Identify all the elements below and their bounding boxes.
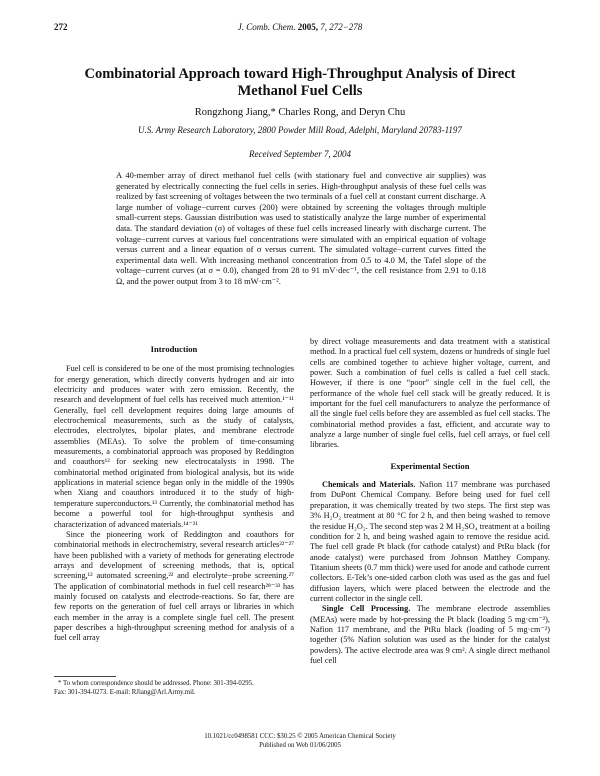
footnote-line-1: * To whom correspondence should be addressed. Phone: 301-394-0295.: [58, 680, 254, 687]
author-list: Rongzhong Jiang,* Charles Rong, and Deryn Chu: [194, 107, 406, 118]
intro-paragraph-2: Since the pioneering work of Reddington and coauthors for combinatorial methods in electrochemistry, several research articles²²⁻²⁷ have been published with a variety of methods for generating electrode arrays and development of screening methods, that is, optical screening,¹² automated screening,²² and electrolyte−probe screening.²⁷ The application of combinatorial methods in fuel cell research²⁸⁻³³ has mainly focused on catalysts and electrode-reactions. So far, there are few reports on the generation of fuel cell arrays or libraries in which each member in the array is a complete single fuel cell. The present paper describes a high-throughput screening method for analysis of a fuel cell array: [54, 529, 294, 643]
affiliation: U.S. Army Research Laboratory, 2800 Powder Mill Road, Adelphi, Maryland 20783-1197: [138, 125, 462, 135]
chemicals-run-in-heading: Chemicals and Materials.: [322, 480, 416, 490]
doi-line: 10.1021/cc0498581 CCC: $30.25 © 2005 American Chemical Society: [204, 733, 396, 740]
intro-paragraph-1: Fuel cell is considered to be one of the most promising technologies for energy generation, which directly converts hydrogen and air into electricity and produces water with zero emission. Recently, the research and development of fuel cells has received much attention.¹⁻¹¹ Generally, fuel cell development requires doing large amounts of electrochemical measurements, such as the study of catalysts, electrodes, electrolytes, bipolar plates, and membrane electrode assemblies (MEAs). To solve the problem of time-consuming measurements, a combinatorial approach was proposed by Reddington and coauthors¹² for seeking new electrocatalysts in 1998. The combinatorial method originated from biological analysis, but its wide applications in material science began only in the middle of the 1990s when Xiang and coauthors introduced it to the study of high-temperature superconductors.¹³ Currently, the combinatorial method has become a powerful tool for high-throughput synthesis and characterization of advanced materials.¹⁴⁻²¹: [54, 364, 294, 529]
single-cell-paragraph: [310, 604, 550, 666]
introduction-heading: Introduction: [150, 344, 198, 354]
footnote-line-2: Fax: 301-394-0273. E-mail: RJiang@Arl.Army.mil.: [54, 688, 196, 696]
running-header: [0, 22, 600, 32]
experimental-heading: Experimental Section: [390, 460, 470, 471]
journal-volume-pages: 7, 272−278: [320, 22, 363, 32]
footnote-divider: [54, 676, 116, 677]
published-date: Published on Web 01/06/2005: [259, 742, 341, 749]
chemicals-paragraph: [310, 480, 550, 604]
received-date: Received September 7, 2004: [249, 149, 351, 159]
journal-name: J. Comb. Chem.: [237, 22, 296, 32]
intro-paragraph-3: by direct voltage measurements and data treatment with a statistical method. In a practical fuel cell system, dozens or hundreds of single fuel cells are combined together to achieve higher voltage, current, and power. Such a combination of fuel cells is called a fuel cell stack. However, if there is one “poor” single cell in the fuel cell, the performance of the whole fuel cell stack will be greatly reduced. It is important for the fuel cell manufacturers to analyze the performance of all the single fuel cells before they are assembled as fuel cell stacks. The combinatorial method provides a fast, efficient, and accurate way to analyze a large number of single fuel cells, fuel cell arrays, or fuel cell libraries.: [310, 337, 550, 450]
article-title: Combinatorial Approach toward High-Throughput Analysis of Direct Methanol Fuel Cells: [84, 66, 516, 99]
single-cell-run-in-heading: Single Cell Processing.: [322, 604, 411, 614]
right-column: [310, 337, 550, 666]
single-cell-text: The membrane electrode assemblies (MEAs) were made by hot-pressing the Pt black (loading 5 mg·cm⁻²), Nafion 117 membrane, and the PtRu black (loading of 5 mg·cm⁻²) together (5% Nafion solution was used as the binder for the catalyst powders). The active electrode area was 9 cm². A single direct methanol fuel cell: [310, 604, 550, 665]
chemicals-text: Nafion 117 membrane was purchased from DuPont Chemical Company. Before being used for fuel cell preparation, it was chemically treated by two steps. The first step was 3% H₂O₂ treatment at 80 °C for 2 h, and then being washed to remove the residue H₂O₂. The second step was 2 M H₂SO₄ treatment at a boiling condition for 2 h, and being washed again to remove the residue acid. The fuel cell grade Pt black (for cathode catalyst) and PtRu black (for anode catalyst) were purchased from Johnson Matthey Company. Titanium sheets (0.7 mm thick) were used for anode and cathode current collectors. E-Tek’s one-sided carbon cloth was used as the gas and fuel diffusion layers, which were placed between the electrode and the current collector in the single cell.: [310, 480, 551, 603]
left-column: [54, 344, 294, 644]
abstract: A 40-member array of direct methanol fuel cells (with stationary fuel and convective air supplies) was generated by electrically connecting the fuel cells in series. High-throughput analysis of these fuel cells was realized by fast screening of voltages between the two terminals of a fuel cell at constant current discharge. A large number of voltage−current curves (200) were obtained by screening the voltages through multiple small-current steps. Gaussian distribution was used to statistically analyze the large number of experimental data. The standard deviation (σ) of voltages of these fuel cells increased linearly with discharge current. The voltage−current curves at various fuel concentrations were simulated with an empirical equation of voltage versus current and a linear equation of σ versus current. The simulated voltage−current curves fitted the experimental data well. With increasing methanol concentration from 0.5 to 4.0 M, the Tafel slope of the voltage−current curves (at σ = 0.0), changed from 28 to 91 mV·dec⁻¹, the cell resistance from 2.91 to 0.18 Ω, and the power output from 3 to 18 mW·cm⁻².: [116, 170, 486, 286]
correspondence-footnote: [54, 680, 304, 697]
journal-year: 2005,: [297, 22, 318, 32]
page-number: 272: [54, 22, 68, 32]
